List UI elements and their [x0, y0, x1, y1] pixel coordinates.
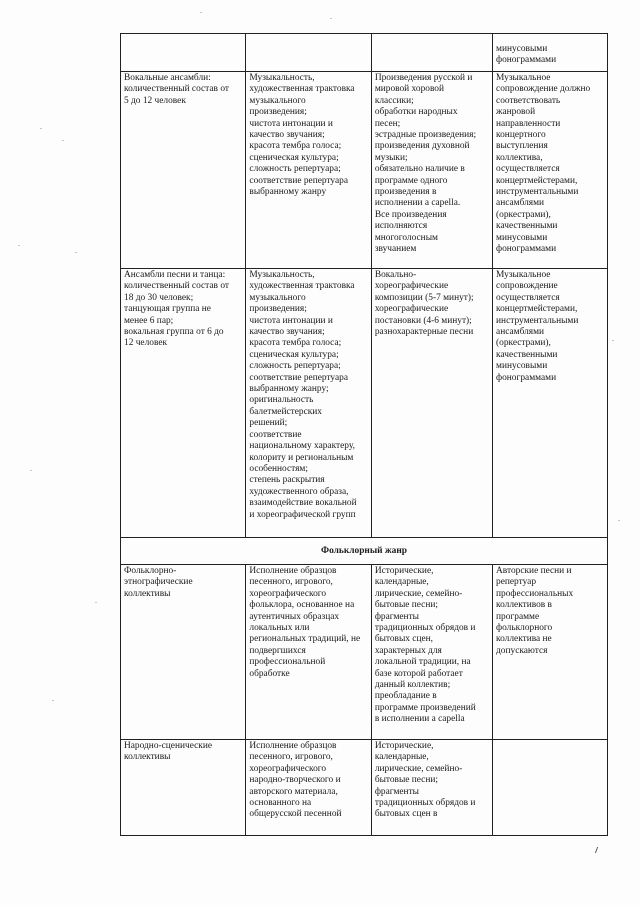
text-line: авторского материала,	[249, 786, 338, 797]
cell-category	[121, 269, 246, 538]
text-line: музыки;	[374, 152, 408, 163]
text-line: красота тембра голоса;	[249, 338, 342, 349]
table-row-folk-ethnographic	[121, 565, 608, 740]
text-line: Вокально-	[374, 270, 417, 280]
text-line: фонограммами	[496, 55, 557, 66]
text-line: фонограммами	[496, 372, 557, 383]
cell-criteria	[246, 740, 371, 836]
text-line: музыкального	[249, 95, 306, 106]
text-line: календарные,	[374, 752, 429, 763]
text-line: многоголосным	[374, 232, 438, 243]
text-line: национальному характеру,	[249, 441, 355, 452]
text-line: сценическая культура;	[249, 349, 339, 360]
cell-empty	[371, 34, 492, 72]
text-line: общерусской песенной	[249, 809, 342, 820]
text-line: эстрадные произведения;	[374, 130, 477, 141]
scan-speck	[40, 128, 42, 129]
text-line: Музыкальное	[496, 270, 551, 280]
text-line: подвергшихся	[249, 645, 306, 656]
text-line: Музыкальность,	[249, 73, 315, 83]
text-line: преобладание в	[374, 691, 437, 702]
text-line: Авторские песни и	[496, 566, 572, 576]
text-line: чистота интонации и	[249, 118, 333, 129]
text-line: произведения;	[249, 107, 307, 118]
text-line: Фольклорно-	[124, 566, 177, 576]
cell-accompaniment	[493, 565, 608, 740]
cell-criteria	[246, 565, 371, 740]
text-line: музыкального	[249, 292, 306, 303]
text-line: соответствие репертуара	[249, 372, 349, 383]
scan-speck	[62, 140, 64, 141]
text-line: качественными	[496, 349, 558, 360]
text-line: Исторические,	[374, 566, 434, 576]
text-line: композиции (5-7 минут);	[374, 292, 474, 303]
text-line: коллективов в	[496, 600, 552, 611]
scan-mark	[595, 847, 602, 853]
competition-criteria-table	[120, 33, 608, 836]
text-line: исполняются	[374, 221, 428, 232]
text-line: региональных традиций, не	[249, 634, 361, 645]
text-line: сопровождение должно	[496, 84, 591, 95]
text-line: аутентичных образцах	[249, 611, 340, 622]
text-line: вокальная группа от 6 до	[124, 327, 224, 338]
text-line: выбранному жанру;	[249, 384, 329, 395]
table-row-song-dance-ensembles	[121, 269, 608, 538]
text-line: хореографические	[374, 304, 449, 315]
text-line: соответствие репертуара	[249, 175, 349, 186]
cell-empty	[121, 34, 246, 72]
text-line: профессиональных	[496, 588, 574, 599]
text-line: локальной традиции, на	[374, 657, 471, 668]
text-line: лирические, семейно-	[374, 763, 463, 774]
text-line: классики;	[374, 95, 414, 106]
cell-criteria	[246, 269, 371, 538]
text-line: (оркестрами),	[496, 209, 551, 220]
text-line: народно-творческого и	[249, 775, 341, 786]
cell-accompaniment	[493, 269, 608, 538]
cell-category	[121, 565, 246, 740]
text-line: минусовыми	[496, 44, 548, 54]
text-line: обязательно наличие в	[374, 164, 465, 175]
scan-speck	[18, 245, 20, 246]
text-line: инструментальными	[496, 315, 579, 326]
text-line: традиционных обрядов и	[374, 623, 476, 634]
text-line: чистота интонации и	[249, 315, 333, 326]
text-line: направленности	[496, 118, 561, 129]
text-line: произведения в	[374, 187, 437, 198]
text-line: Исторические,	[374, 741, 434, 751]
text-line: бытовые песни;	[374, 775, 438, 786]
text-line: бытовых сцен в	[374, 809, 438, 820]
cell-repertoire	[371, 72, 492, 269]
table-row-section-header	[121, 538, 608, 565]
text-line: концертмейстерами,	[496, 175, 578, 186]
text-line: Вокальные ансамбли:	[124, 73, 211, 83]
text-line: особенностям;	[249, 463, 308, 474]
text-line: 18 до 30 человек;	[124, 292, 194, 303]
text-line: фонограммами	[496, 244, 557, 255]
text-line: ансамблями	[496, 327, 545, 338]
text-line: художественного образа,	[249, 486, 349, 497]
table-row-vocal-ensembles	[121, 72, 608, 269]
text-line: обработке	[249, 668, 290, 679]
text-line: колориту и региональным	[249, 452, 354, 463]
cell-empty	[246, 34, 371, 72]
text-line: (оркестрами),	[496, 338, 551, 349]
text-line: минусовыми	[496, 361, 548, 372]
table-row-continuation	[121, 34, 608, 72]
text-line: 5 до 12 человек	[124, 95, 186, 106]
text-line: качественными	[496, 221, 558, 232]
text-line: осуществляется	[496, 292, 560, 303]
text-line: оригинальность	[249, 395, 314, 406]
text-line: календарные,	[374, 577, 429, 588]
scan-speck	[330, 18, 332, 19]
text-line: программе	[496, 611, 540, 622]
cell-accompaniment	[493, 34, 608, 72]
text-line: характерных для	[374, 645, 442, 656]
cell-category	[121, 740, 246, 836]
text-line: основанного на	[249, 798, 312, 809]
text-line: Все произведения	[374, 209, 447, 220]
text-line: жанровой	[496, 107, 536, 118]
text-line: бытовых сцен,	[374, 634, 433, 645]
text-line: качество звучания;	[249, 130, 325, 141]
text-line: осуществляется	[496, 164, 560, 175]
cell-repertoire	[371, 269, 492, 538]
table-row-folk-stage	[121, 740, 608, 836]
cell-category	[121, 72, 246, 269]
text-line: программе произведений	[374, 702, 476, 713]
text-line: художественная трактовка	[249, 281, 355, 292]
cell-accompaniment	[493, 72, 608, 269]
text-line: профессиональной	[249, 657, 326, 668]
text-line: количественный состав от	[124, 281, 229, 292]
scan-speck	[30, 470, 32, 471]
text-line: исполнении a capella.	[374, 198, 461, 209]
text-line: произведения духовной	[374, 141, 470, 152]
text-line: локальных или	[249, 623, 310, 634]
text-line: песенного, игрового,	[249, 577, 333, 588]
text-line: хореографического	[249, 588, 327, 599]
text-line: звучанием	[374, 244, 417, 255]
text-line: песенного, игрового,	[249, 752, 333, 763]
text-line: Музыкальность,	[249, 270, 315, 280]
text-line: коллектива не	[496, 634, 552, 645]
text-line: разнохарактерные песни	[374, 327, 474, 338]
section-title-text: Фольклорный жанр	[321, 545, 407, 556]
scan-speck	[200, 12, 202, 13]
text-line: фрагменты	[374, 786, 419, 797]
text-line: сопровождение	[496, 281, 558, 292]
text-line: качество звучания;	[249, 327, 325, 338]
text-line: хореографические	[374, 281, 449, 292]
text-line: Произведения русской и	[374, 73, 473, 83]
text-line: количественный состав от	[124, 84, 229, 95]
text-line: степень раскрытия	[249, 475, 325, 486]
text-line: репертуар	[496, 577, 537, 588]
text-line: базе которой работает	[374, 668, 463, 679]
text-line: балетмейстерских	[249, 406, 322, 417]
text-line: решений;	[249, 418, 288, 429]
text-line: обработки народных	[374, 107, 458, 118]
text-line: ансамблями	[496, 198, 545, 209]
scan-speck	[612, 340, 614, 341]
scan-speck	[75, 252, 77, 253]
text-line: художественная трактовка	[249, 84, 355, 95]
text-line: танцующая группа не	[124, 304, 211, 315]
cell-repertoire	[371, 565, 492, 740]
text-line: фрагменты	[374, 611, 419, 622]
text-line: данный коллектив;	[374, 680, 451, 691]
text-line: взаимодействие вокальной	[249, 498, 357, 509]
text-line: бытовые песни;	[374, 600, 438, 611]
cell-accompaniment	[493, 740, 608, 836]
scan-speck	[95, 602, 97, 603]
text-line: Исполнение образцов	[249, 566, 337, 576]
text-line: Музыкальное	[496, 73, 551, 83]
text-line: Народно-сценические	[124, 741, 213, 751]
text-line: допускаются	[496, 645, 548, 656]
text-line: соответствие	[249, 429, 302, 440]
text-line: сложность репертуара;	[249, 361, 341, 372]
text-line: хореографического	[249, 763, 327, 774]
text-line: в исполнении a capella	[374, 714, 465, 725]
text-line: сложность репертуара;	[249, 164, 341, 175]
text-line: выбранному жанру	[249, 187, 327, 198]
text-line: красота тембра голоса;	[249, 141, 342, 152]
text-line: инструментальными	[496, 187, 579, 198]
scan-speck	[52, 700, 54, 701]
text-line: соответствовать	[496, 95, 561, 106]
text-line: и хореографической групп	[249, 509, 356, 520]
text-line: сценическая культура;	[249, 152, 339, 163]
text-line: Ансамбли песни и танца:	[124, 270, 226, 280]
text-line: постановки (4-6 минут);	[374, 315, 472, 326]
text-line: этнографические	[124, 577, 193, 588]
text-line: 12 человек	[124, 338, 168, 349]
text-line: песен;	[374, 118, 401, 129]
text-line: фольклорного	[496, 623, 553, 634]
text-line: традиционных обрядов и	[374, 798, 476, 809]
text-line: произведения;	[249, 304, 307, 315]
cell-repertoire	[371, 740, 492, 836]
text-line: концертмейстерами,	[496, 304, 578, 315]
text-line: коллективы	[124, 752, 171, 763]
text-line: концертного	[496, 130, 546, 141]
text-line: минусовыми	[496, 232, 548, 243]
text-line: выступления	[496, 141, 548, 152]
text-line: мировой хоровой	[374, 84, 445, 95]
text-line: лирические, семейно-	[374, 588, 463, 599]
text-line: менее 6 пар;	[124, 315, 174, 326]
cell-criteria	[246, 72, 371, 269]
scan-speck	[618, 520, 620, 521]
text-line: фольклора, основанное на	[249, 600, 355, 611]
section-title	[121, 538, 608, 565]
text-line: программе одного	[374, 175, 448, 186]
text-line: коллектива,	[496, 152, 543, 163]
text-line: коллективы	[124, 588, 171, 599]
text-line: Исполнение образцов	[249, 741, 337, 751]
